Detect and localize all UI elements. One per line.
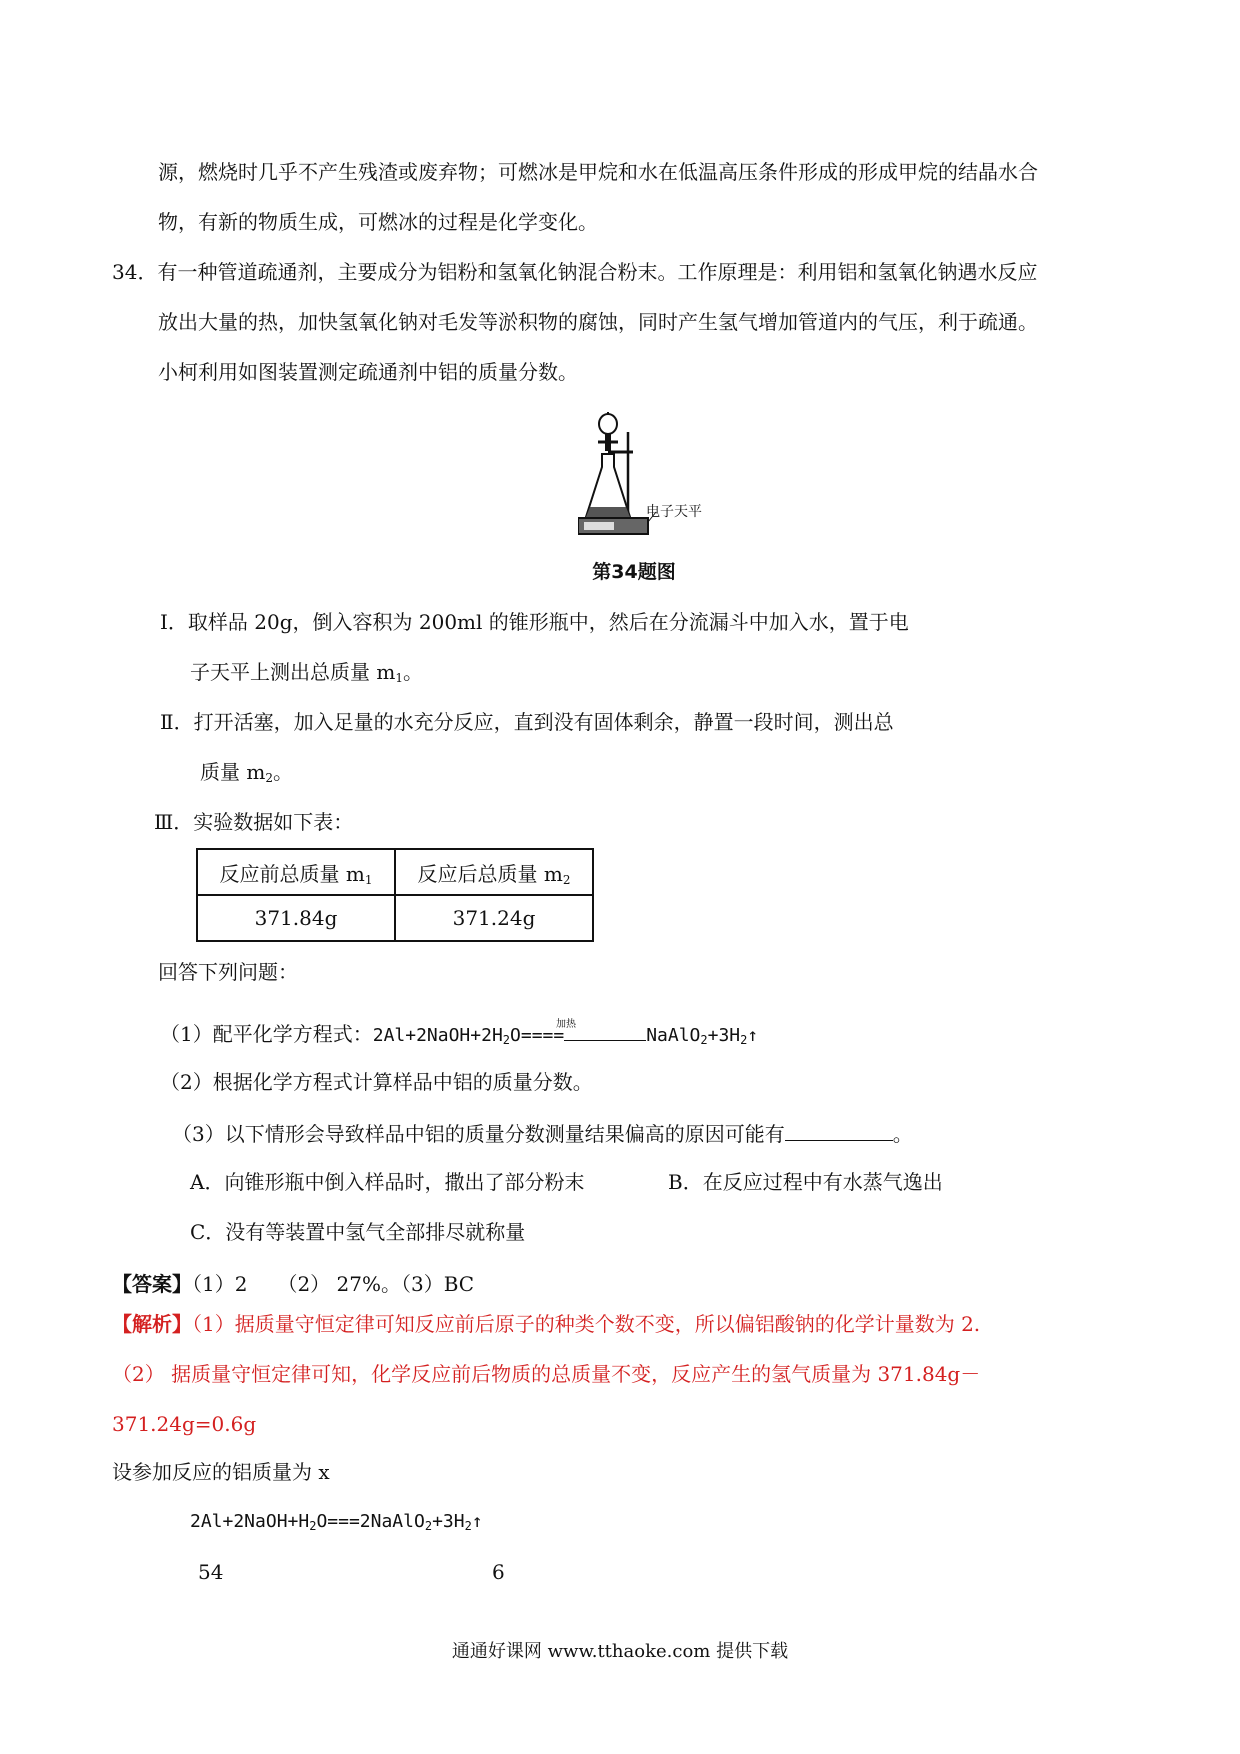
answer-line <box>112 1270 474 1298</box>
figure-label: 电子天平 <box>646 504 702 520</box>
table-value-after: 371.24g <box>395 895 593 941</box>
option-b: B．在反应过程中有水蒸气逸出 <box>668 1170 943 1194</box>
table-row <box>197 895 593 941</box>
data-table <box>196 848 594 942</box>
answer-prompt: 回答下列问题： <box>158 960 298 984</box>
answer-label: 【答案】 <box>112 1272 192 1296</box>
table-header-before: 反应前总质量 $m_1$ <box>197 849 395 895</box>
table-value-before: 371.84g <box>197 895 395 941</box>
analysis-line-2: （2） 据质量守恒定律可知，化学反应前后物质的总质量不变，反应产生的氢气质量为 371.84g－ <box>112 1362 981 1386</box>
analysis-line-4: 设参加反应的铝质量为 x <box>112 1460 330 1484</box>
step-1-line-a: Ⅰ．取样品 20g，倒入容积为 200ml 的锥形瓶中，然后在分流漏斗中加入水，置于电 <box>160 610 909 634</box>
step-3: Ⅲ．实验数据如下表： <box>154 810 354 834</box>
analysis-line-3: 371.24g=0.6g <box>112 1412 257 1436</box>
step-2-line-a: Ⅱ．打开活塞，加入足量的水充分反应，直到没有固体剩余，静置一段时间，测出总 <box>160 710 894 734</box>
question-line-2: 放出大量的热，加快氢氧化钠对毛发等淤积物的腐蚀，同时产生氢气增加管道内的气压，利于疏通。 <box>158 310 1038 334</box>
step-1-line-b: 子天平上测出总质量 $m_1$。 <box>190 660 423 685</box>
option-c: C．没有等装置中氢气全部排尽就称量 <box>190 1220 526 1244</box>
ratio-left: 54 <box>198 1560 224 1584</box>
analysis-line-1: 【解析】（1）据质量守恒定律可知反应前后原子的种类个数不变，所以偏铝酸钠的化学计量数为 2. <box>112 1312 981 1336</box>
option-a: A．向锥形瓶中倒入样品时，撒出了部分粉末 <box>190 1170 585 1194</box>
equation-1: $2Al+2NaOH+2H_2O====$ 加热 <box>373 1025 564 1046</box>
question-number: 34． <box>112 260 158 284</box>
answer-blank-1[interactable] <box>564 1018 646 1041</box>
ratio-right: 6 <box>492 1560 505 1584</box>
sub-question-3: （3）以下情形会导致样品中铝的质量分数测量结果偏高的原因可能有 。 <box>172 1118 913 1148</box>
intro-line-1: 源，燃烧时几乎不产生残渣或废弃物；可燃冰是甲烷和水在低温高压条件形成的形成甲烷的结晶水合 <box>158 160 1038 184</box>
figure-caption: 第34题图 <box>592 561 676 583</box>
sub-question-2: （2）根据化学方程式计算样品中铝的质量分数。 <box>160 1070 593 1094</box>
equation-2: $2Al+2NaOH+H_2O===2NaAlO_2+3H_2↑$ <box>190 1511 483 1533</box>
analysis-label: 【解析】 <box>112 1312 192 1336</box>
answer-blank-3[interactable] <box>785 1118 893 1141</box>
table-row <box>197 849 593 895</box>
answer-text: （1）2 （2） 27%。（3）BC <box>192 1272 475 1296</box>
table-header-after: 反应后总质量 $m_2$ <box>395 849 593 895</box>
question-block-line-1 <box>112 258 1037 286</box>
sub-question-1: （1）配平化学方程式：$2Al+2NaOH+2H_2O====$ 加热 $NaAlO_2+3H_2↑$ <box>160 1018 758 1054</box>
intro-line-2: 物，有新的物质生成，可燃冰的过程是化学变化。 <box>158 210 598 234</box>
question-text-1: 有一种管道疏通剂，主要成分为铝粉和氢氧化钠混合粉末。工作原理是：利用铝和氢氧化钠遇水反应 <box>157 260 1038 284</box>
step-2-line-b: 质量 $m_2$。 <box>200 760 293 785</box>
page-footer: 通通好课网 www.tthaoke.com 提供下载 <box>451 1641 789 1662</box>
question-line-3: 小柯利用如图装置测定疏通剂中铝的质量分数。 <box>158 360 578 384</box>
heat-label: 加热 <box>556 1019 577 1030</box>
